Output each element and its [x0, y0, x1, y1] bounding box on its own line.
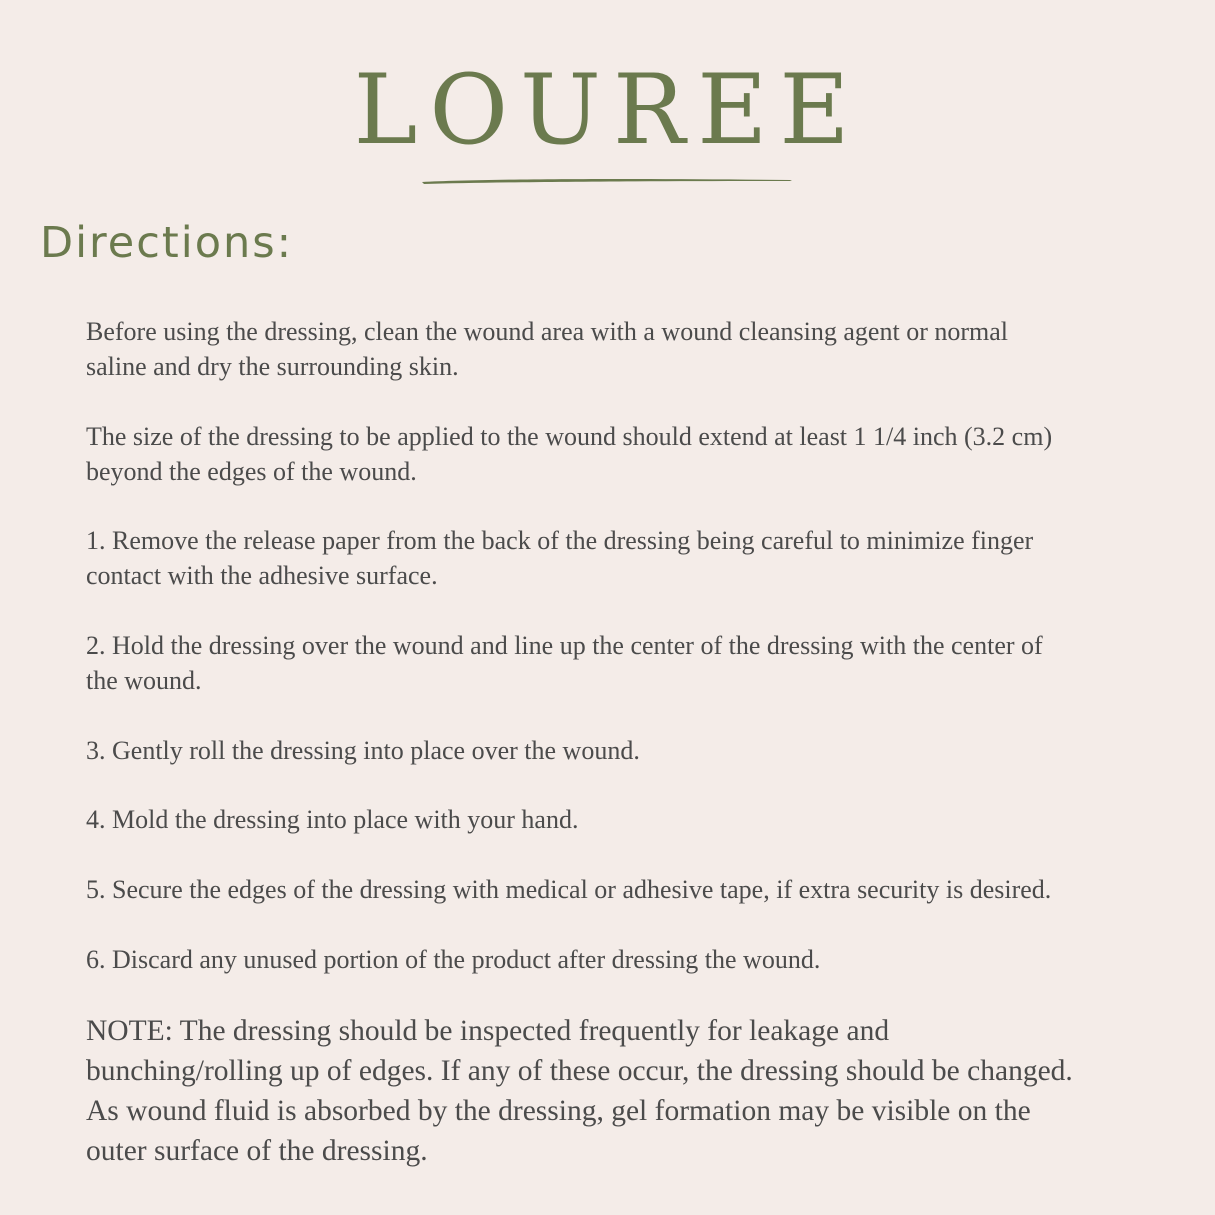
- text-line: saline and dry the surrounding skin.: [86, 352, 459, 381]
- step-5: [86, 872, 1186, 907]
- brand-logo: LOUREE: [353, 54, 862, 166]
- step-6: [86, 942, 1186, 977]
- text-line: 5. Secure the edges of the dressing with medical or adhesive tape, if extra security is desired.: [86, 875, 1052, 904]
- step-2: [86, 628, 1186, 698]
- intro-paragraph-size: [86, 419, 1186, 489]
- text-line: the wound.: [86, 666, 202, 695]
- text-line: bunching/rolling up of edges. If any of these occur, the dressing should be changed.: [86, 1055, 1073, 1087]
- step-3: [86, 733, 1186, 768]
- text-line: NOTE: The dressing should be inspected frequently for leakage and: [86, 1015, 890, 1047]
- text-line: As wound fluid is absorbed by the dressing, gel formation may be visible on the: [86, 1095, 1031, 1127]
- text-line: beyond the edges of the wound.: [86, 457, 417, 486]
- step-1: [86, 523, 1186, 593]
- text-line: 3. Gently roll the dressing into place over the wound.: [86, 736, 640, 765]
- brand-underline: [420, 177, 792, 185]
- step-4: [86, 802, 1186, 837]
- intro-paragraph-clean: [86, 314, 1186, 384]
- text-line: outer surface of the dressing.: [86, 1135, 428, 1167]
- text-line: The size of the dressing to be applied to the wound should extend at least 1 1/4 inch (3.2 cm): [86, 422, 1053, 451]
- directions-heading: Directions:: [40, 218, 294, 268]
- text-line: Before using the dressing, clean the wound area with a wound cleansing agent or normal: [86, 317, 1008, 346]
- text-line: 4. Mold the dressing into place with your hand.: [86, 805, 579, 834]
- text-line: 1. Remove the release paper from the back of the dressing being careful to minimize finger: [86, 526, 1034, 555]
- text-line: 6. Discard any unused portion of the product after dressing the wound.: [86, 945, 821, 974]
- text-line: 2. Hold the dressing over the wound and line up the center of the dressing with the center of: [86, 631, 1043, 660]
- note-paragraph: [86, 1011, 1186, 1171]
- text-line: contact with the adhesive surface.: [86, 561, 438, 590]
